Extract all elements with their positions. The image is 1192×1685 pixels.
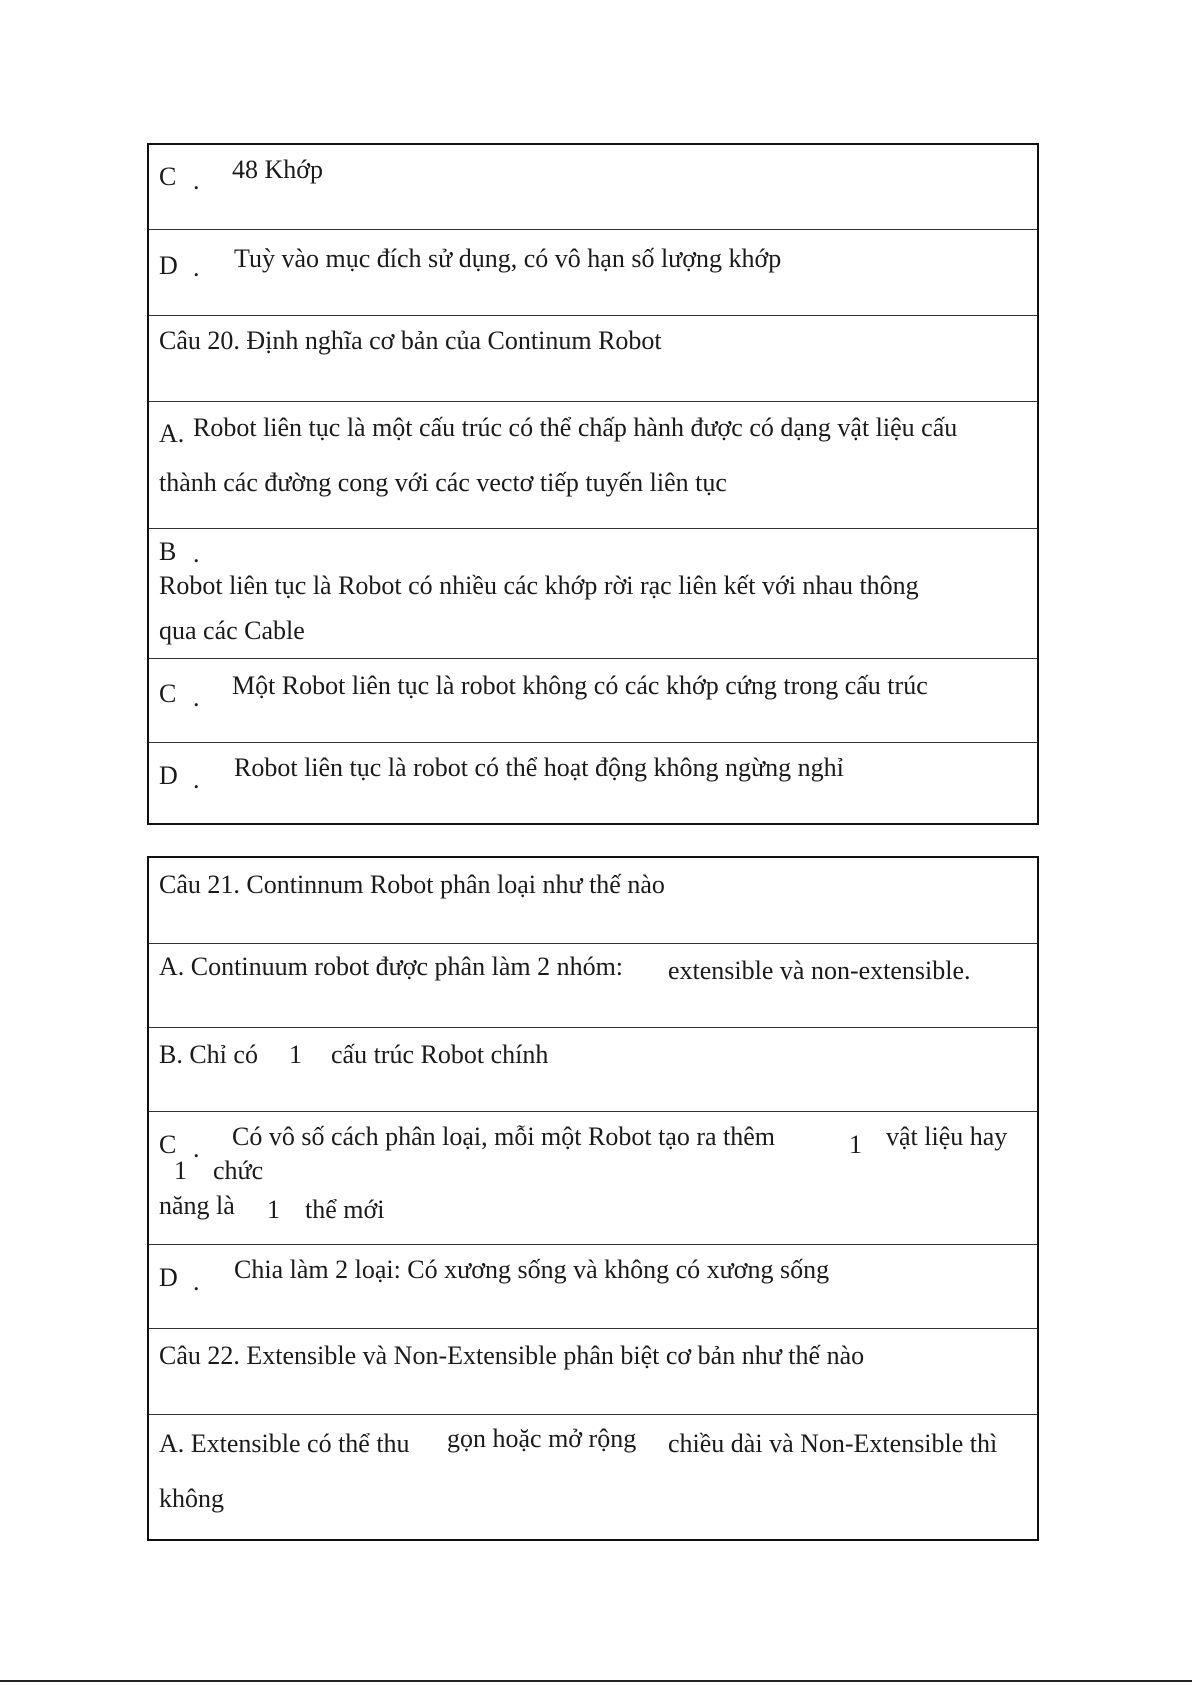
option-dot: . [193,1267,200,1296]
question-row-21 [149,858,1037,944]
question-table-1 [147,143,1039,825]
option-dot: . [193,253,200,282]
option-letter: C [159,679,177,708]
answer-text-continued: thể mới [305,1195,385,1224]
answer-row-b [149,529,1037,659]
option-letter: C [159,1130,177,1159]
answer-text: 48 Khớp [232,155,324,184]
option-letter: C [159,162,177,191]
answer-text: Robot liên tục là robot có thể hoạt động không ngừng nghỉ [234,753,844,782]
answer-text: Chia làm 2 loại: Có xương sống và không có xương sống [234,1255,830,1284]
answer-text-line-2: qua các Cable [159,616,305,645]
page-bottom-rule [0,1680,1192,1682]
option-dot: . [193,1134,200,1163]
answer-number: 1 [289,1040,302,1069]
answer-text-line-1: Robot liên tục là Robot có nhiều các khớp rời rạc liên kết với nhau thông [159,571,919,600]
answer-row-a [149,1415,1037,1539]
answer-row-a [149,944,1037,1028]
question-row-20 [149,316,1037,402]
option-letter: A. [159,419,185,448]
answer-text-line-2: không [159,1484,224,1513]
answer-text-continued: vật liệu hay [886,1122,1008,1151]
option-letter: B [159,537,177,566]
answer-row-d [149,743,1037,823]
answer-text-line-2: thành các đường cong với các vectơ tiếp tuyến liên tục [159,468,727,497]
answer-text-continued: chức [213,1156,264,1185]
answer-number: 1 [267,1195,280,1224]
answer-text: Có vô số cách phân loại, mỗi một Robot tạo ra thêm [232,1122,776,1151]
question-row-22 [149,1329,1037,1415]
option-letter: D [159,251,178,280]
option-letter: D [159,761,178,790]
answer-text-continued: chiều dài và Non-Extensible thì [668,1429,998,1458]
option-dot: . [193,539,200,568]
option-dot: . [193,683,200,712]
answer-text: A. Extensible có thể thu [159,1429,410,1458]
answer-row-c [149,145,1037,230]
question-text: Câu 21. Continnum Robot phân loại như thế nào [159,870,665,899]
question-table-2 [147,856,1039,1541]
option-dot: . [193,166,200,195]
answer-number: 1 [849,1130,862,1159]
answer-row-c [149,659,1037,743]
answer-text-line-1: Robot liên tục là một cấu trúc có thể chấp hành được có dạng vật liệu cấu [193,413,958,442]
answer-text: Một Robot liên tục là robot không có các khớp cứng trong cấu trúc [232,671,928,700]
option-letter: D [159,1263,178,1292]
answer-text-continued: gọn hoặc mở rộng [447,1424,637,1453]
answer-row-a [149,402,1037,529]
answer-text: Tuỳ vào mục đích sử dụng, có vô hạn số lượng khớp [234,244,782,273]
answer-row-d [149,230,1037,316]
answer-number: 1 [174,1156,187,1185]
answer-text: A. Continuum robot được phân làm 2 nhóm: [159,952,624,981]
answer-text-continued: extensible và non-extensible. [668,956,971,985]
answer-row-d [149,1245,1037,1329]
answer-row-c [149,1112,1037,1245]
question-text: Câu 22. Extensible và Non-Extensible phân biệt cơ bản như thế nào [159,1341,865,1370]
answer-text: B. Chỉ có [159,1040,258,1069]
question-text: Câu 20. Định nghĩa cơ bản của Continum Robot [159,326,662,355]
option-dot: . [193,765,200,794]
answer-text-continued: năng là [159,1191,235,1220]
answer-text-continued: cấu trúc Robot chính [331,1040,549,1069]
answer-row-b [149,1028,1037,1112]
